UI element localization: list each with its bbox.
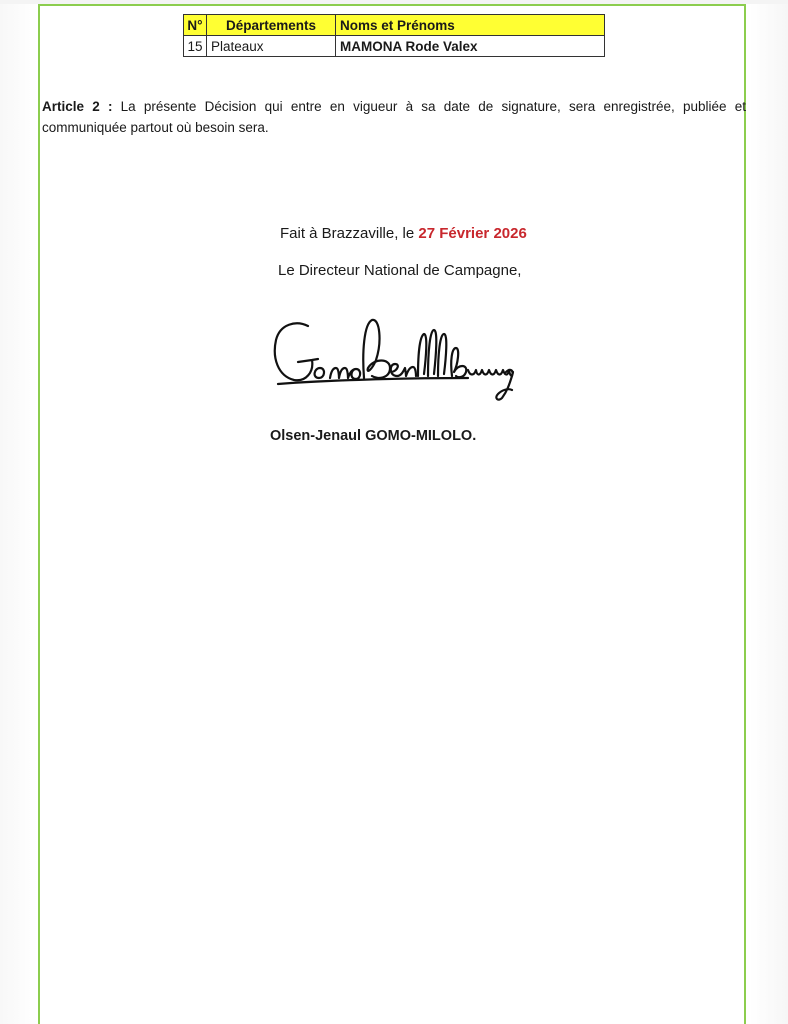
signatory-name: Olsen-Jenaul GOMO-MILOLO.	[270, 428, 477, 444]
row-department: Plateaux	[207, 36, 336, 57]
article-text: La présente Décision qui entre en vigueur à sa date de signature, sera enregistrée, publiée et communiquée partout où besoin sera.	[42, 99, 746, 135]
director-title: Le Directeur National de Campagne,	[278, 262, 522, 279]
handwritten-signature	[268, 312, 523, 404]
document-page-frame	[38, 4, 746, 1024]
table-header-row	[184, 15, 605, 36]
table-row	[184, 36, 605, 57]
place-and-date	[280, 225, 527, 242]
header-number: N°	[184, 15, 207, 36]
article-2-paragraph	[42, 96, 746, 138]
row-number: 15	[184, 36, 207, 57]
article-label: Article 2 :	[42, 99, 113, 114]
assignment-table	[183, 14, 605, 57]
signature-date: 27 Février 2026	[418, 225, 527, 242]
header-name: Noms et Prénoms	[336, 15, 605, 36]
row-name: MAMONA Rode Valex	[336, 36, 605, 57]
page-left-margin	[0, 0, 38, 1024]
place-text: Fait à Brazzaville, le	[280, 225, 419, 242]
page-right-margin	[750, 0, 788, 1024]
header-department: Départements	[207, 15, 336, 36]
